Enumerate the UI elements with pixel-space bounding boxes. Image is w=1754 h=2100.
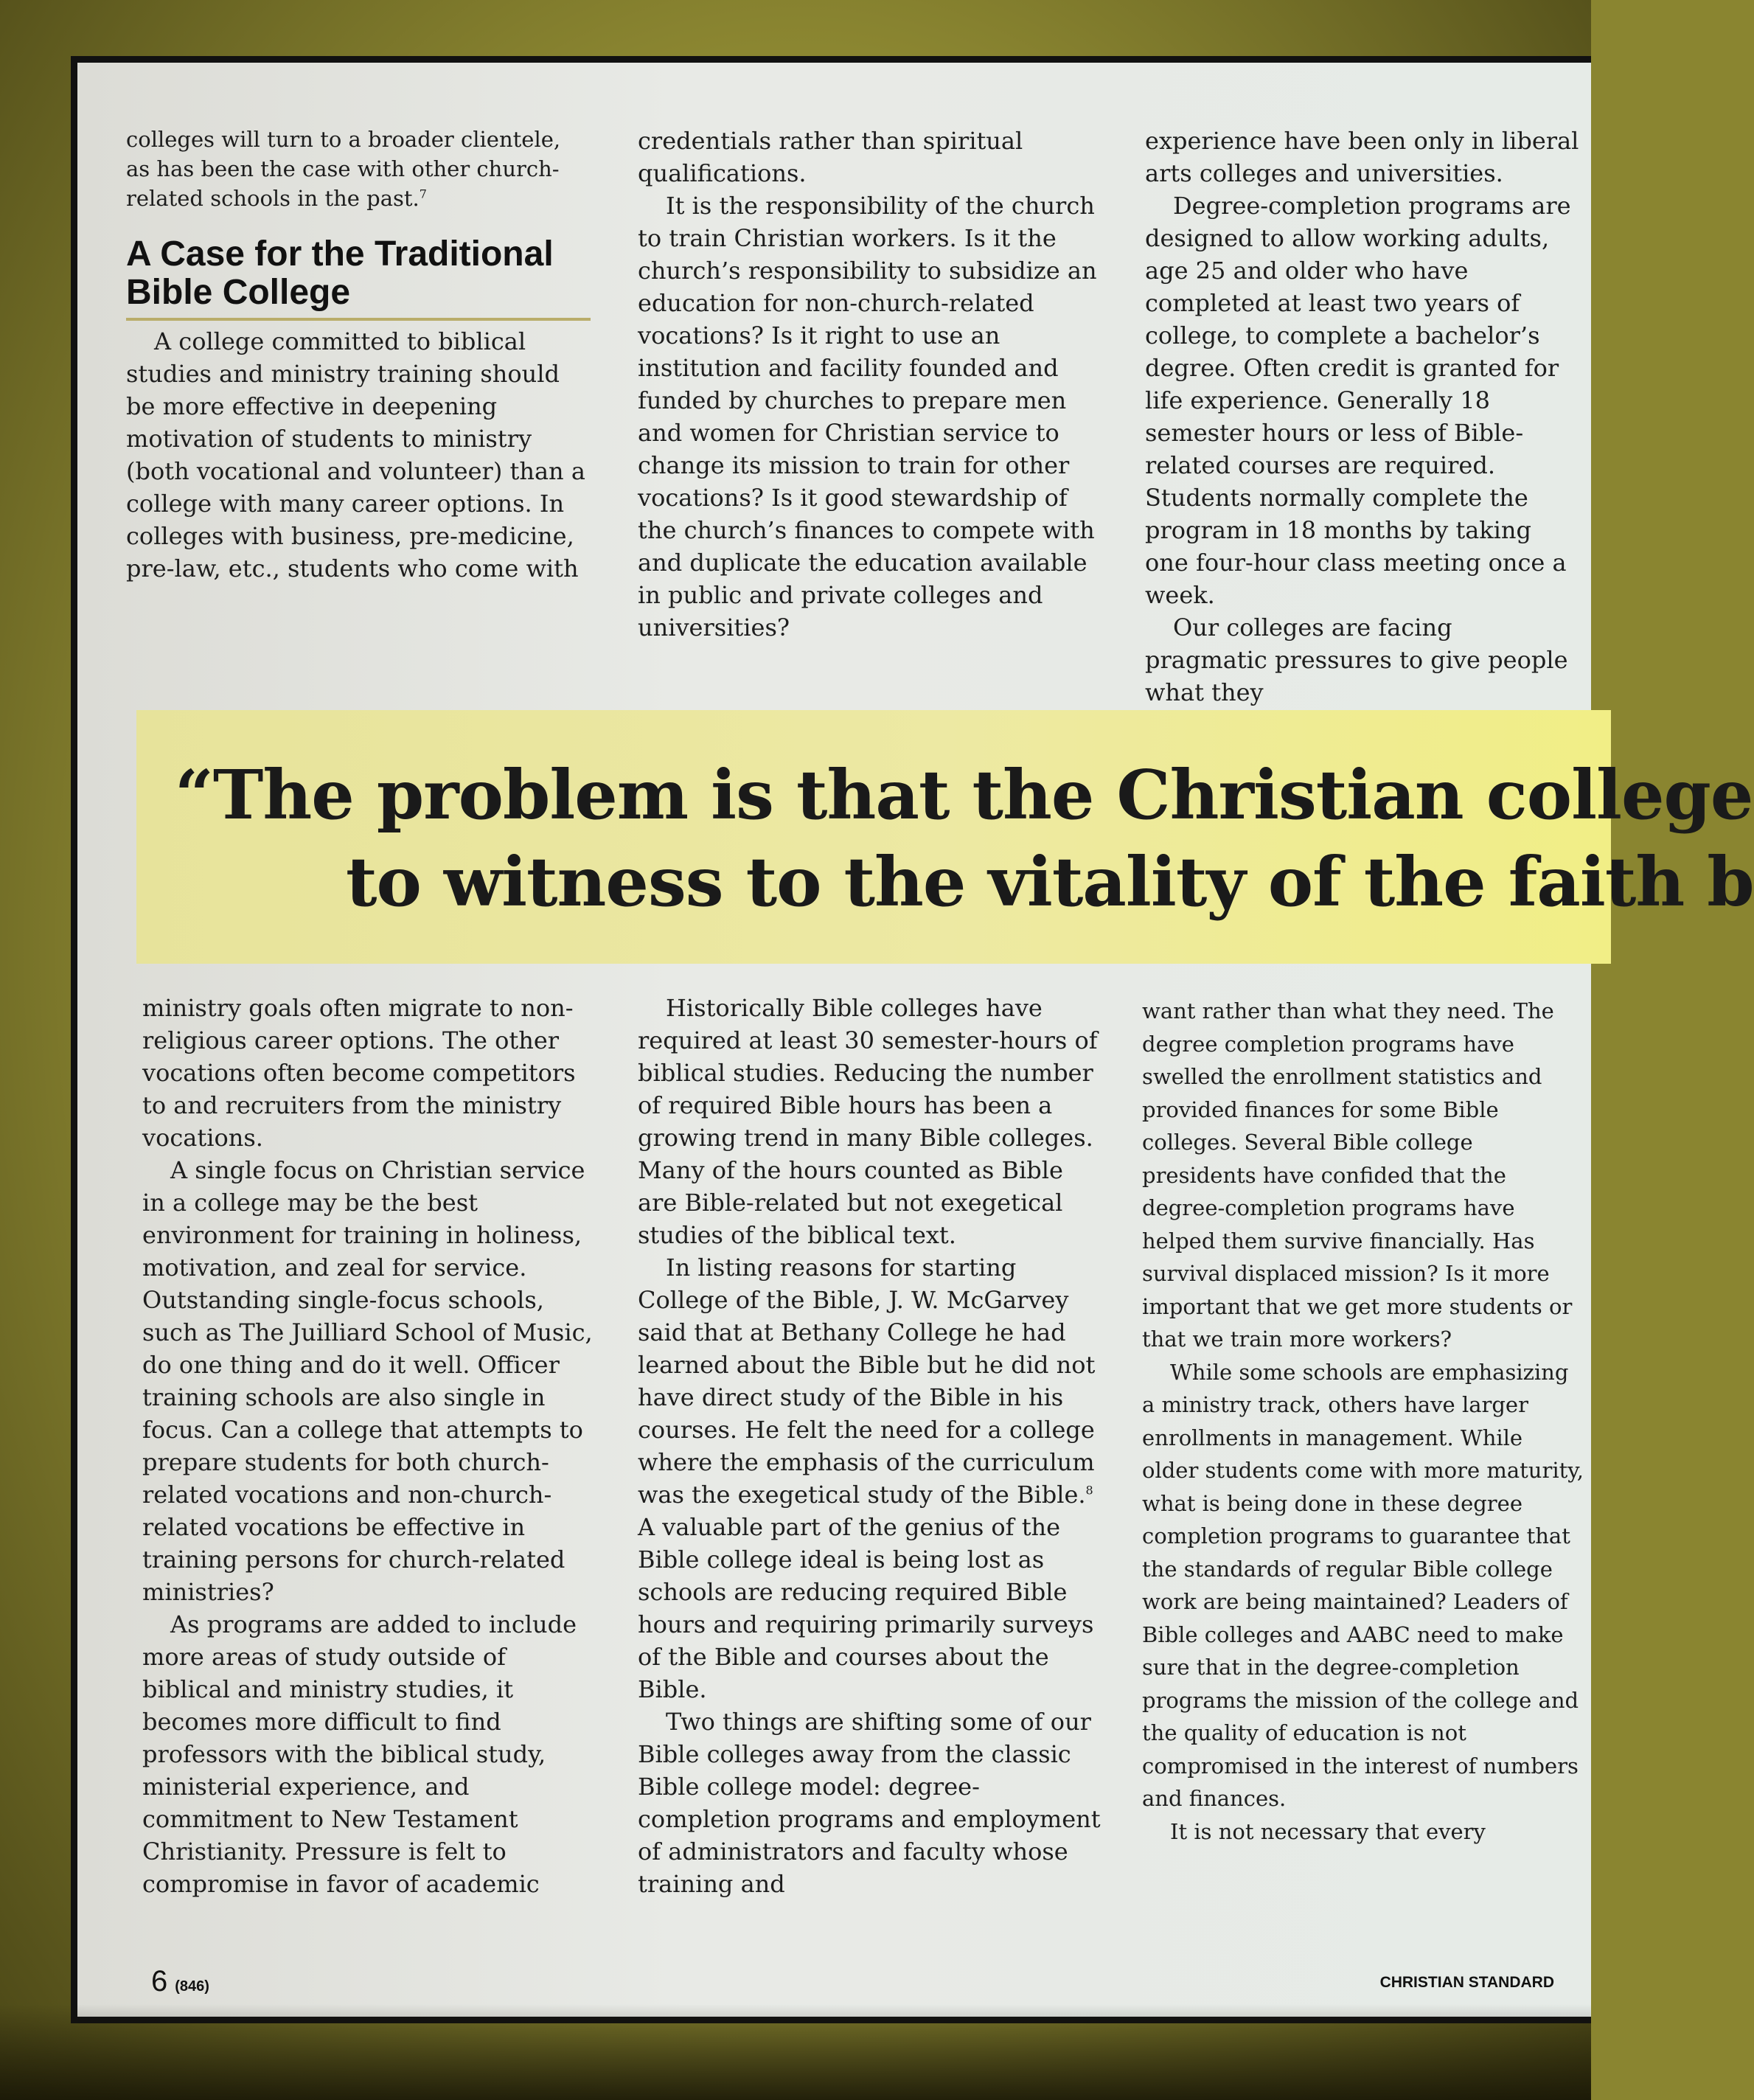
- pull-quote-band: [136, 710, 1754, 964]
- body-paragraph: As programs are added to include more areas of study outside of biblical and ministry studies, it becomes more difficult to find professors with the biblical study, ministerial experience, and commitment to New Testament Christianity. Pressure is felt to compromise in favor of academic: [142, 1610, 577, 1898]
- body-paragraph: It is not necessary that every: [1170, 1818, 1486, 1844]
- body-paragraph: Our colleges are facing pragmatic pressures to give people what they: [1145, 613, 1568, 706]
- top-column-1: [126, 125, 591, 585]
- intro-paragraph: colleges will turn to a broader clientele, as has been the case with other church-related schools in the past.$^7$: [126, 127, 561, 211]
- page-sub-number: (846): [175, 1978, 209, 1995]
- body-paragraph: In listing reasons for starting College of the Bible, J. W. McGarvey said that at Bethany College he had learned about the Bible but he did not have direct study of the Bible in his courses. He felt the need for a college where the emphasis of the curriculum was the exegetical study of the Bible.$^8$ A valuable part of the genius of the Bible college ideal is being lost as schools are reducing required Bible hours and requiring primarily surveys of the Bible and courses about the Bible.: [638, 1254, 1096, 1703]
- magazine-name: CHRISTIAN STANDARD: [1379, 1974, 1554, 1991]
- photo-shadow: [0, 2004, 1591, 2100]
- body-paragraph: Historically Bible colleges have required at least 30 semester-hours of biblical studies. Reducing the number of required Bible hours has been a growing trend in many Bible colleges. Many of the hours counted as Bible are Bible-related but not exegetical studies of the biblical text.: [638, 994, 1098, 1249]
- page-number: 6: [151, 1965, 168, 1998]
- pull-quote-line-1: “The problem is that the Christian college: [175, 755, 1753, 835]
- bottom-column-2: [638, 992, 1102, 1900]
- body-paragraph: While some schools are emphasizing a ministry track, others have larger enrollments in management. While older students come with more maturity, what is being done in these degree completion programs to guarantee that the standards of regular Bible college work are being maintained? Leaders of Bible colleges and AABC need to make sure that in the degree-completion programs the mission of the college and the quality of education is not compromised in the interest of numbers and finances.: [1142, 1359, 1584, 1811]
- footnote-marker: 7: [419, 187, 427, 201]
- body-paragraph: Degree-completion programs are designed to allow working adults, age 25 and older who have completed at least two years of college, to complete a bachelor’s degree. Often credit is granted for life experience. Generally 18 semester hours or less of Bible-related courses are required. Students normally complete the program in 18 months by taking one four-hour class meeting once a week.: [1145, 192, 1571, 609]
- body-paragraph: Two things are shifting some of our Bible colleges away from the classic Bible college model: degree-completion programs and employment of administrators and faculty whose training and: [638, 1708, 1101, 1898]
- body-paragraph: It is the responsibility of the church to train Christian workers. Is it the church’s responsibility to subsidize an education for non-church-related vocations? Is it right to use an institution and facility founded and funded by churches to prepare men and women for Christian service to change its mission to train for other vocations? Is it good stewardship of the church’s finances to compete with and duplicate the education available in public and private colleges and universities?: [638, 192, 1097, 642]
- page-folio: [151, 1965, 209, 1998]
- body-paragraph: ministry goals often migrate to non-religious career options. The other vocations often become competitors to and recruiters from the ministry vocations.: [142, 994, 576, 1152]
- bottom-column-3: [1142, 995, 1584, 1848]
- magazine-page: [71, 56, 1754, 2023]
- top-column-2: [638, 125, 1102, 644]
- bottom-column-1: [142, 992, 599, 1900]
- body-paragraph: credentials rather than spiritual qualifications.: [638, 127, 1023, 187]
- body-paragraph: want rather than what they need. The degree completion programs have swelled the enrollment statistics and provided finances for some Bible colleges. Several Bible college presidents have confided that the degree-completion programs have helped them survive financially. Has survival displaced mission? Is it more important that we get more students or that we train more workers?: [1142, 998, 1573, 1352]
- top-column-3: [1145, 125, 1580, 709]
- body-paragraph: A college committed to biblical studies and ministry training should be more effective in deepening motivation of students to ministry (both vocational and volunteer) than a college with many career options. In colleges with business, pre-medicine, pre-law, etc., students who come with: [126, 327, 585, 583]
- footnote-marker: 8: [1085, 1483, 1093, 1498]
- pull-quote-line-2: to witness to the vitality of the faith b: [346, 842, 1754, 922]
- body-paragraph: A single focus on Christian service in a college may be the best environment for training in holiness, motivation, and zeal for service. Outstanding single-focus schools, such as The Juilliard School of Music, do one thing and do it well. Officer training schools are also single in focus. Can a college that attempts to prepare students for both church-related vocations and non-church-related vocations be effective in training persons for church-related ministries?: [142, 1156, 593, 1606]
- body-paragraph: experience have been only in liberal arts colleges and universities.: [1145, 127, 1579, 187]
- section-heading: A Case for the Traditional Bible College: [126, 235, 591, 321]
